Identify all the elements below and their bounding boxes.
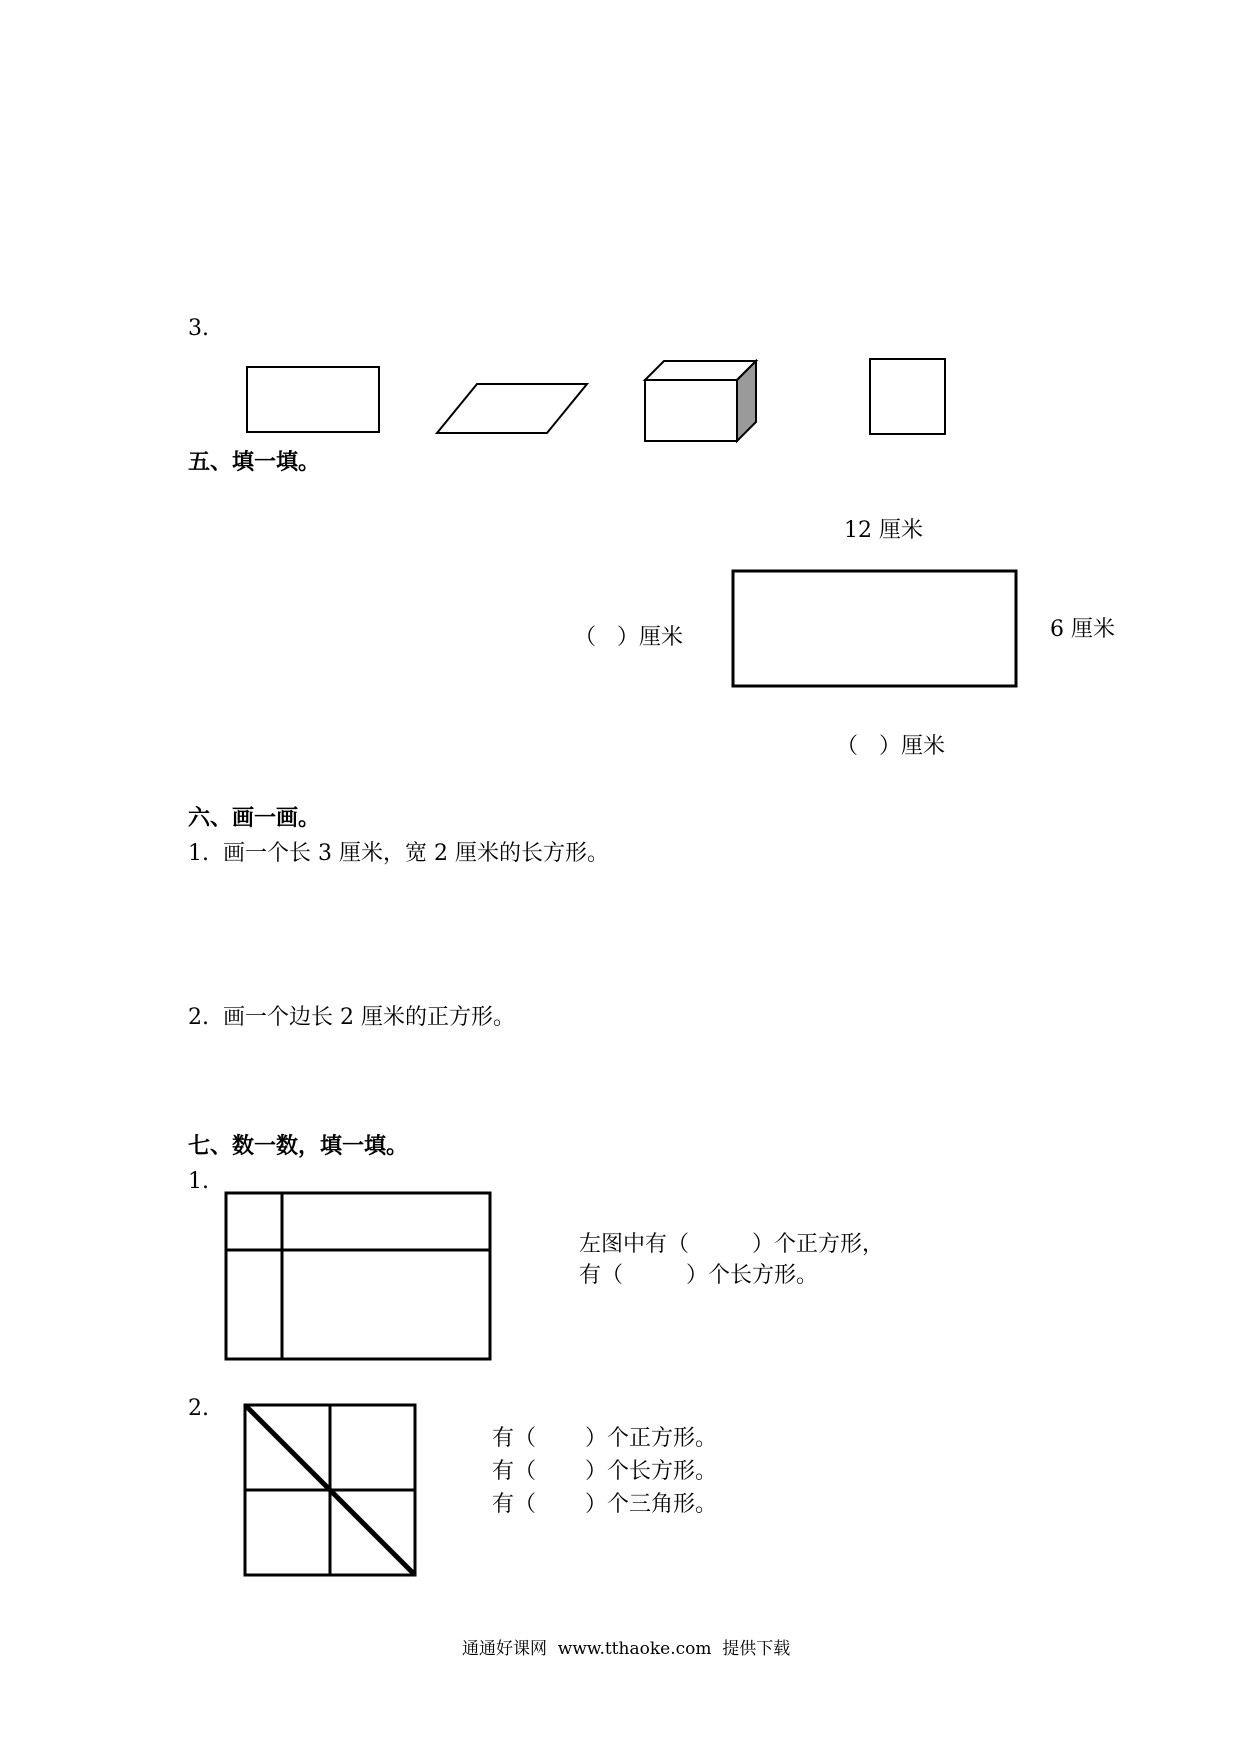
parallelogram-shape (437, 384, 587, 433)
draw-question-1: 1. 画一个长 3 厘米，宽 2 厘米的长方形。 (188, 841, 609, 866)
square-shape (870, 359, 945, 434)
count-question-2-line-3: 有（ ）个三角形。 (492, 1492, 717, 1517)
left-side-label: （ ）厘米 (574, 625, 683, 650)
count-question-1-line-2: 有（ ）个长方形。 (579, 1263, 818, 1288)
bottom-side-label: （ ）厘米 (836, 734, 945, 759)
count-question-1-line-1: 左图中有（ ）个正方形， (579, 1232, 884, 1257)
count-question-2-line-2: 有（ ）个长方形。 (492, 1459, 717, 1484)
footer-credit: 通通好课网 www.tthaoke.com 提供下载 (462, 1639, 791, 1659)
section-7-heading: 七、数一数，填一填。 (188, 1134, 409, 1159)
count-figure-2 (245, 1405, 415, 1575)
top-side-label: 12 厘米 (844, 518, 923, 543)
rectangle-shape (247, 367, 379, 432)
section-6-heading: 六、画一画。 (188, 806, 321, 831)
section-5-heading: 五、填一填。 (188, 450, 321, 475)
measure-rectangle (733, 571, 1016, 686)
draw-question-2: 2. 画一个边长 2 厘米的正方形。 (188, 1005, 515, 1030)
question-3-number: 3. (188, 316, 209, 341)
cuboid-shape (645, 361, 756, 441)
count-question-2-number: 2. (188, 1396, 209, 1421)
count-question-1-number: 1. (188, 1169, 209, 1194)
right-side-label: 6 厘米 (1050, 617, 1115, 642)
count-question-2-line-1: 有（ ）个正方形。 (492, 1426, 717, 1451)
count-figure-1 (226, 1193, 490, 1359)
